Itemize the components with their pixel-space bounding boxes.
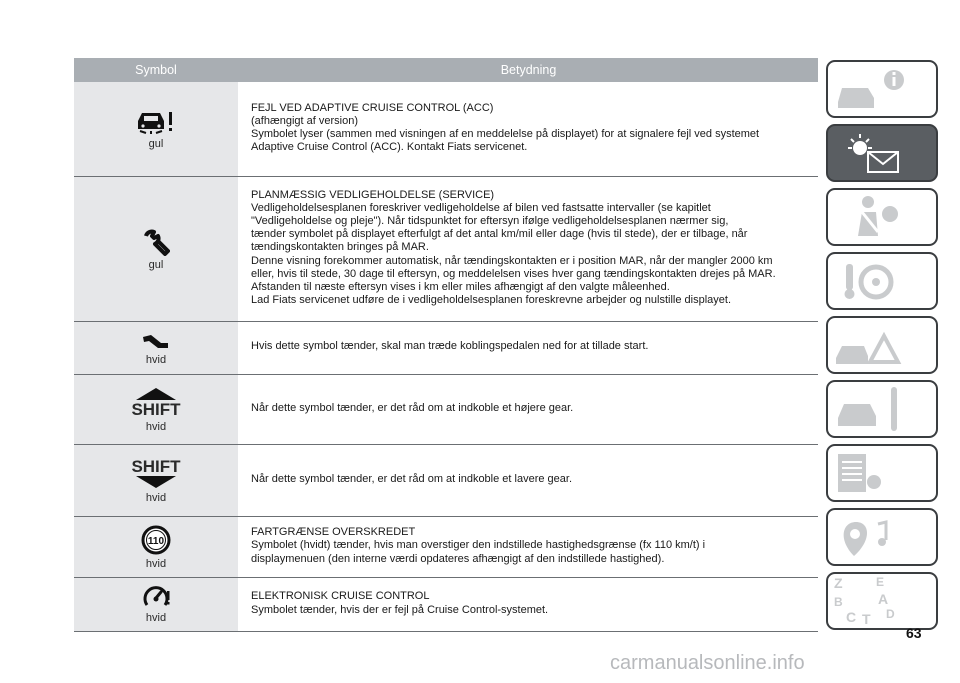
symbol-cell	[74, 375, 238, 444]
symbol-cell	[74, 517, 238, 577]
meaning-cell	[238, 578, 818, 631]
meaning-line: PLANMÆSSIG VEDLIGEHOLDELSE (SERVICE)	[251, 188, 495, 201]
meaning-cell	[238, 177, 818, 321]
tab-warning-lights[interactable]	[826, 124, 938, 182]
speed-limit-value: 110	[147, 535, 165, 547]
clutch-pedal-icon	[141, 331, 171, 351]
meaning-line: displaymenuen (den interne værdi opdateres afhængigt af den indstillede hastighed).	[251, 552, 665, 565]
tab-index[interactable]	[826, 572, 938, 630]
meaning-cell	[238, 82, 818, 176]
index-letter: D	[886, 607, 895, 621]
symbol-color-label: hvid	[145, 557, 167, 570]
seatbelt-airbag-icon	[828, 190, 936, 244]
accident-triangle-icon	[828, 318, 936, 372]
symbol-cell	[74, 445, 238, 516]
meaning-line: Symbolet tænder, hvis der er fejl på Cruise Control-systemet.	[251, 603, 549, 616]
index-letter: E	[876, 575, 885, 589]
tab-safety[interactable]	[826, 188, 938, 246]
arrow-down-icon	[134, 475, 178, 489]
table-row	[74, 578, 818, 632]
meaning-cell	[238, 375, 818, 444]
tab-maintenance[interactable]	[826, 380, 938, 438]
header-symbol: Symbol	[135, 63, 177, 77]
meaning-line: "Vedligeholdelse og pleje"). Når tidspunktet for eftersyn ifølge vedligeholdelsesplanen nærmer sig,	[251, 214, 729, 227]
meaning-line: Adaptive Cruise Control (ACC). Kontakt Fiats servicenet.	[251, 141, 528, 154]
symbol-color-label: gul	[148, 137, 164, 150]
table-row	[74, 517, 818, 578]
page-number: 63	[906, 625, 922, 641]
meaning-line: FEJL VED ADAPTIVE CRUISE CONTROL (ACC)	[251, 101, 494, 114]
index-letter: B	[834, 595, 843, 609]
meaning-cell	[238, 322, 818, 374]
meaning-line: Hvis dette symbol tænder, skal man træde koblingspedalen ned for at tillade start.	[251, 340, 649, 353]
symbol-cell	[74, 322, 238, 374]
acc-fault-icon	[136, 109, 176, 135]
meaning-line: Afstanden til næste eftersyn vises i km eller miles afhængigt af den valgte måleenhed.	[251, 281, 670, 293]
chapter-tabs	[826, 60, 942, 636]
tab-multimedia[interactable]	[826, 508, 938, 566]
alphabetical-index-icon	[828, 574, 936, 628]
meaning-line: ELEKTRONISK CRUISE CONTROL	[251, 590, 430, 603]
symbol-cell	[74, 82, 238, 176]
meaning-line: (afhængigt af version)	[251, 114, 358, 127]
tab-starting-driving[interactable]	[826, 252, 938, 310]
header-meaning: Betydning	[500, 63, 557, 77]
symbol-color-label: hvid	[145, 353, 167, 366]
multimedia-icon	[828, 510, 936, 564]
meaning-cell	[238, 517, 818, 577]
shift-down-icon: SHIFT	[131, 456, 181, 476]
table-row	[74, 322, 818, 375]
table-row	[74, 375, 818, 445]
meaning-cell	[238, 445, 818, 516]
arrow-up-icon	[134, 387, 178, 401]
warning-light-message-icon	[828, 126, 936, 180]
meaning-line: Denne visning forekommer automatisk, når tændingskontakten er i position MAR, når der mangler 2000 km	[251, 254, 773, 267]
shift-up-icon: SHIFT	[131, 399, 181, 419]
symbol-color-label: hvid	[145, 491, 167, 504]
watermark: carmanualsonline.info	[610, 652, 805, 674]
symbol-color-label: hvid	[145, 420, 167, 433]
meaning-line: Når dette symbol tænder, er det råd om at indkoble et højere gear.	[251, 401, 574, 414]
meaning-line: Symbolet lyser (sammen med visningen af en meddelelse på displayet) for at signalere fejl ved systemet	[251, 128, 760, 140]
meaning-line: tændingskontakten bringes på MAR.	[251, 241, 429, 254]
index-letter: Z	[834, 575, 843, 591]
index-letter: T	[862, 611, 871, 627]
technical-data-icon	[828, 446, 936, 500]
speed-limit-icon	[141, 525, 171, 555]
meaning-line: Symbolet (hvidt) tænder, hvis man overstiger den indstillede hastighedsgrænse (fx 110 km/t) i	[251, 539, 706, 552]
cruise-control-fault-icon	[141, 585, 171, 609]
meaning-line: Lad Fiats servicenet udføre de i vedligeholdelsesplanen foreskrevne arbejder og nulstille displayet.	[251, 294, 731, 307]
table-header	[74, 58, 818, 82]
tab-car-info[interactable]	[826, 60, 938, 118]
symbol-color-label: gul	[148, 258, 164, 271]
meaning-line: eller, hvis til stede, 30 dage til eftersyn, og meddelelsen vises hver gang tændingskontakten drejes på MAR.	[251, 267, 776, 280]
symbol-color-label: hvid	[145, 612, 167, 624]
car-info-icon	[828, 62, 936, 116]
table-row	[74, 82, 818, 177]
meaning-line: Når dette symbol tænder, er det råd om at indkoble et lavere gear.	[251, 472, 573, 485]
car-wrench-icon	[828, 382, 936, 436]
table-row	[74, 445, 818, 517]
symbol-cell	[74, 177, 238, 321]
index-letter: A	[878, 591, 889, 607]
meaning-line: FARTGRÆNSE OVERSKREDET	[251, 526, 416, 539]
steering-wheel-key-icon	[828, 254, 936, 308]
symbol-cell	[74, 578, 238, 631]
warning-lights-table	[74, 58, 818, 632]
index-letter: C	[846, 609, 857, 625]
table-row	[74, 177, 818, 322]
meaning-line: tænder symbolet på displayet efterfulgt af det antal km/mil eller dage (hvis til stede), der er tilbage, når	[251, 228, 748, 241]
meaning-line: Vedligeholdelsesplanen foreskriver vedligeholdelse af bilen ved fastsatte intervaller (se kapitlet	[251, 201, 711, 214]
tab-emergency[interactable]	[826, 316, 938, 374]
wrench-icon	[142, 228, 170, 256]
tab-technical-data[interactable]	[826, 444, 938, 502]
